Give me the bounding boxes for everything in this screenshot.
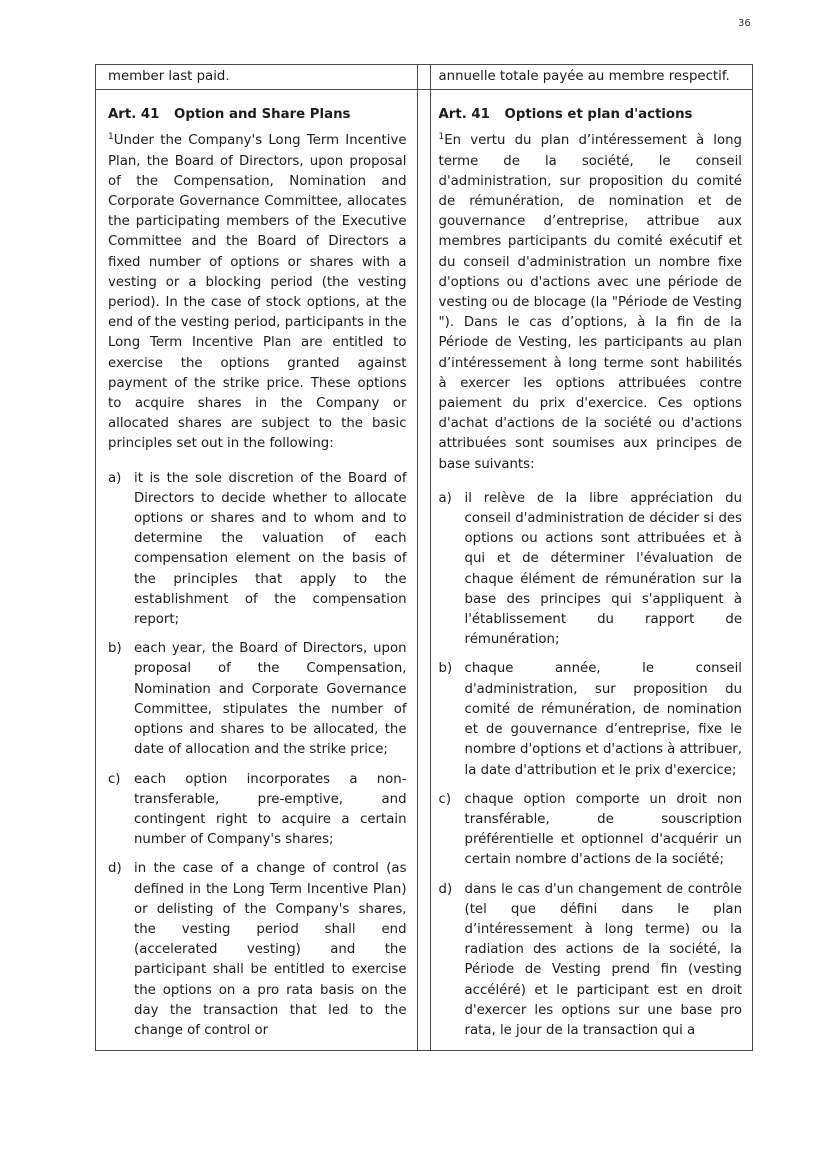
list-item-label: c)	[108, 771, 121, 787]
list-item	[108, 859, 407, 1041]
list-item-label: d)	[438, 881, 453, 897]
list-item-label: a)	[438, 490, 452, 506]
article-number: Art. 41	[108, 107, 160, 123]
list-item-text: dans le cas d'un changement de contrôle (tel que défini dans le plan d’intéressement à long terme) ou la radiation des actions de la société, la Période de Vesting prend fin (vesting accéléré) et le participant est en droit d'exercer les options sur une base pro rata, le jour de la transaction qui a	[464, 881, 742, 1038]
english-continuation-text: member last paid.	[108, 69, 230, 84]
article-title: Options et plan d'actions	[504, 107, 693, 123]
article-heading-fr	[439, 105, 742, 125]
list-item-text: in the case of a change of control (as defined in the Long Term Incentive Plan) or delisting of the Company's shares, the vesting period shall end (accelerated vesting) and the participant shall be entitled to exercise the options on a pro rata basis on the day the transaction that led to the change of control or	[134, 861, 407, 1038]
bilingual-table	[95, 64, 753, 1050]
list-item-label: a)	[108, 470, 122, 486]
english-cell	[96, 65, 418, 89]
french-article-cell	[431, 90, 752, 1050]
list-item	[108, 770, 407, 851]
french-continuation-text: annuelle totale payée au membre respectif.	[438, 69, 730, 84]
list-item-text: each option incorporates a non-transferable, pre-emptive, and contingent right to acquire a certain number of Company's shares;	[134, 771, 407, 848]
list-item	[108, 639, 407, 760]
column-gap	[418, 65, 431, 89]
paragraph-text: En vertu du plan d’intéressement à long terme de la société, le conseil d'administration, sur proposition du comité de rémunération, de nomination et de gouvernance d’entreprise, attribue aux membres participants du comité exécutif et du conseil d'administration un nombre fixe d'options ou d'actions avec une période de vesting ou de blocage (la "Période de Vesting "). Dans le cas d’options, à la fin de la Période de Vesting, les participants au plan d’intéressement à long terme sont habilités à exercer les options attribuées contre paiement du prix d'exercice. Ces options d'achat d'actions de la société ou d'actions attribuées sont soumises aux principes de base suivants:	[438, 133, 742, 472]
list-item-text: each year, the Board of Directors, upon proposal of the Compensation, Nomination and Corporate Governance Committee, stipulates the number of options and shares to be allocated, the date of allocation and the strike price;	[134, 641, 407, 758]
list-item-label: d)	[108, 861, 122, 877]
column-gap	[418, 90, 431, 1050]
article-number: Art. 41	[438, 107, 490, 123]
table-row-article-41	[95, 89, 753, 1051]
french-cell	[431, 65, 752, 89]
page-number: 36	[738, 18, 751, 29]
article-paragraph-1	[439, 131, 742, 474]
english-article-cell	[96, 90, 418, 1050]
article-paragraph-1	[108, 131, 407, 454]
paragraph-text: Under the Company's Long Term Incentive Plan, the Board of Directors, upon proposal of the Compensation, Nomination and Corporate Governance Committee, allocates the participating members of the Executive Committee and the Board of Directors a fixed number of options or shares with a vesting or a blocking period (the vesting period). In the case of stock options, at the end of the vesting period, participants in the Long Term Incentive Plan are entitled to exercise the options granted against payment of the strike price. These options to acquire shares in the Company or allocated shares are subject to the basic principles set out in the following:	[108, 133, 407, 452]
paragraph-number: 1	[108, 132, 114, 143]
list-item-text: chaque année, le conseil d'administration, sur proposition du comité de rémunération, de nomination et de gouvernance d’entreprise, fixe le nombre d'options et d'actions à attribuer, la date d'attribution et le prix d'exercice;	[464, 661, 743, 778]
table-row-continuation	[95, 64, 753, 90]
list-item	[439, 489, 742, 651]
list-item-text: it is the sole discretion of the Board of Directors to decide whether to allocate options or shares and to whom and to determine the valuation of each compensation element on the basis of the principles that apply to the establishment of the compensation report;	[134, 470, 407, 628]
paragraph-number: 1	[438, 132, 445, 143]
list-item-label: b)	[108, 641, 122, 657]
list-item-text: chaque option comporte un droit non transférable, de souscription préférentielle et optionnel d'acquérir un certain nombre d'actions de la société;	[464, 791, 742, 868]
list-item	[439, 790, 742, 871]
article-heading-en	[108, 105, 407, 125]
list-item-label: c)	[438, 791, 452, 807]
list-item	[439, 659, 742, 780]
list-item	[439, 880, 742, 1042]
list-item-text: il relève de la libre appréciation du conseil d'administration de décider si des options ou actions sont attribuées et à qui et de déterminer l'évaluation de chaque élément de rémunération sur la base des principes qui s'appliquent à l'établissement du rapport de rémunération;	[464, 490, 742, 648]
list-item-label: b)	[438, 661, 453, 677]
list-item	[108, 469, 407, 631]
article-title: Option and Share Plans	[174, 107, 351, 123]
